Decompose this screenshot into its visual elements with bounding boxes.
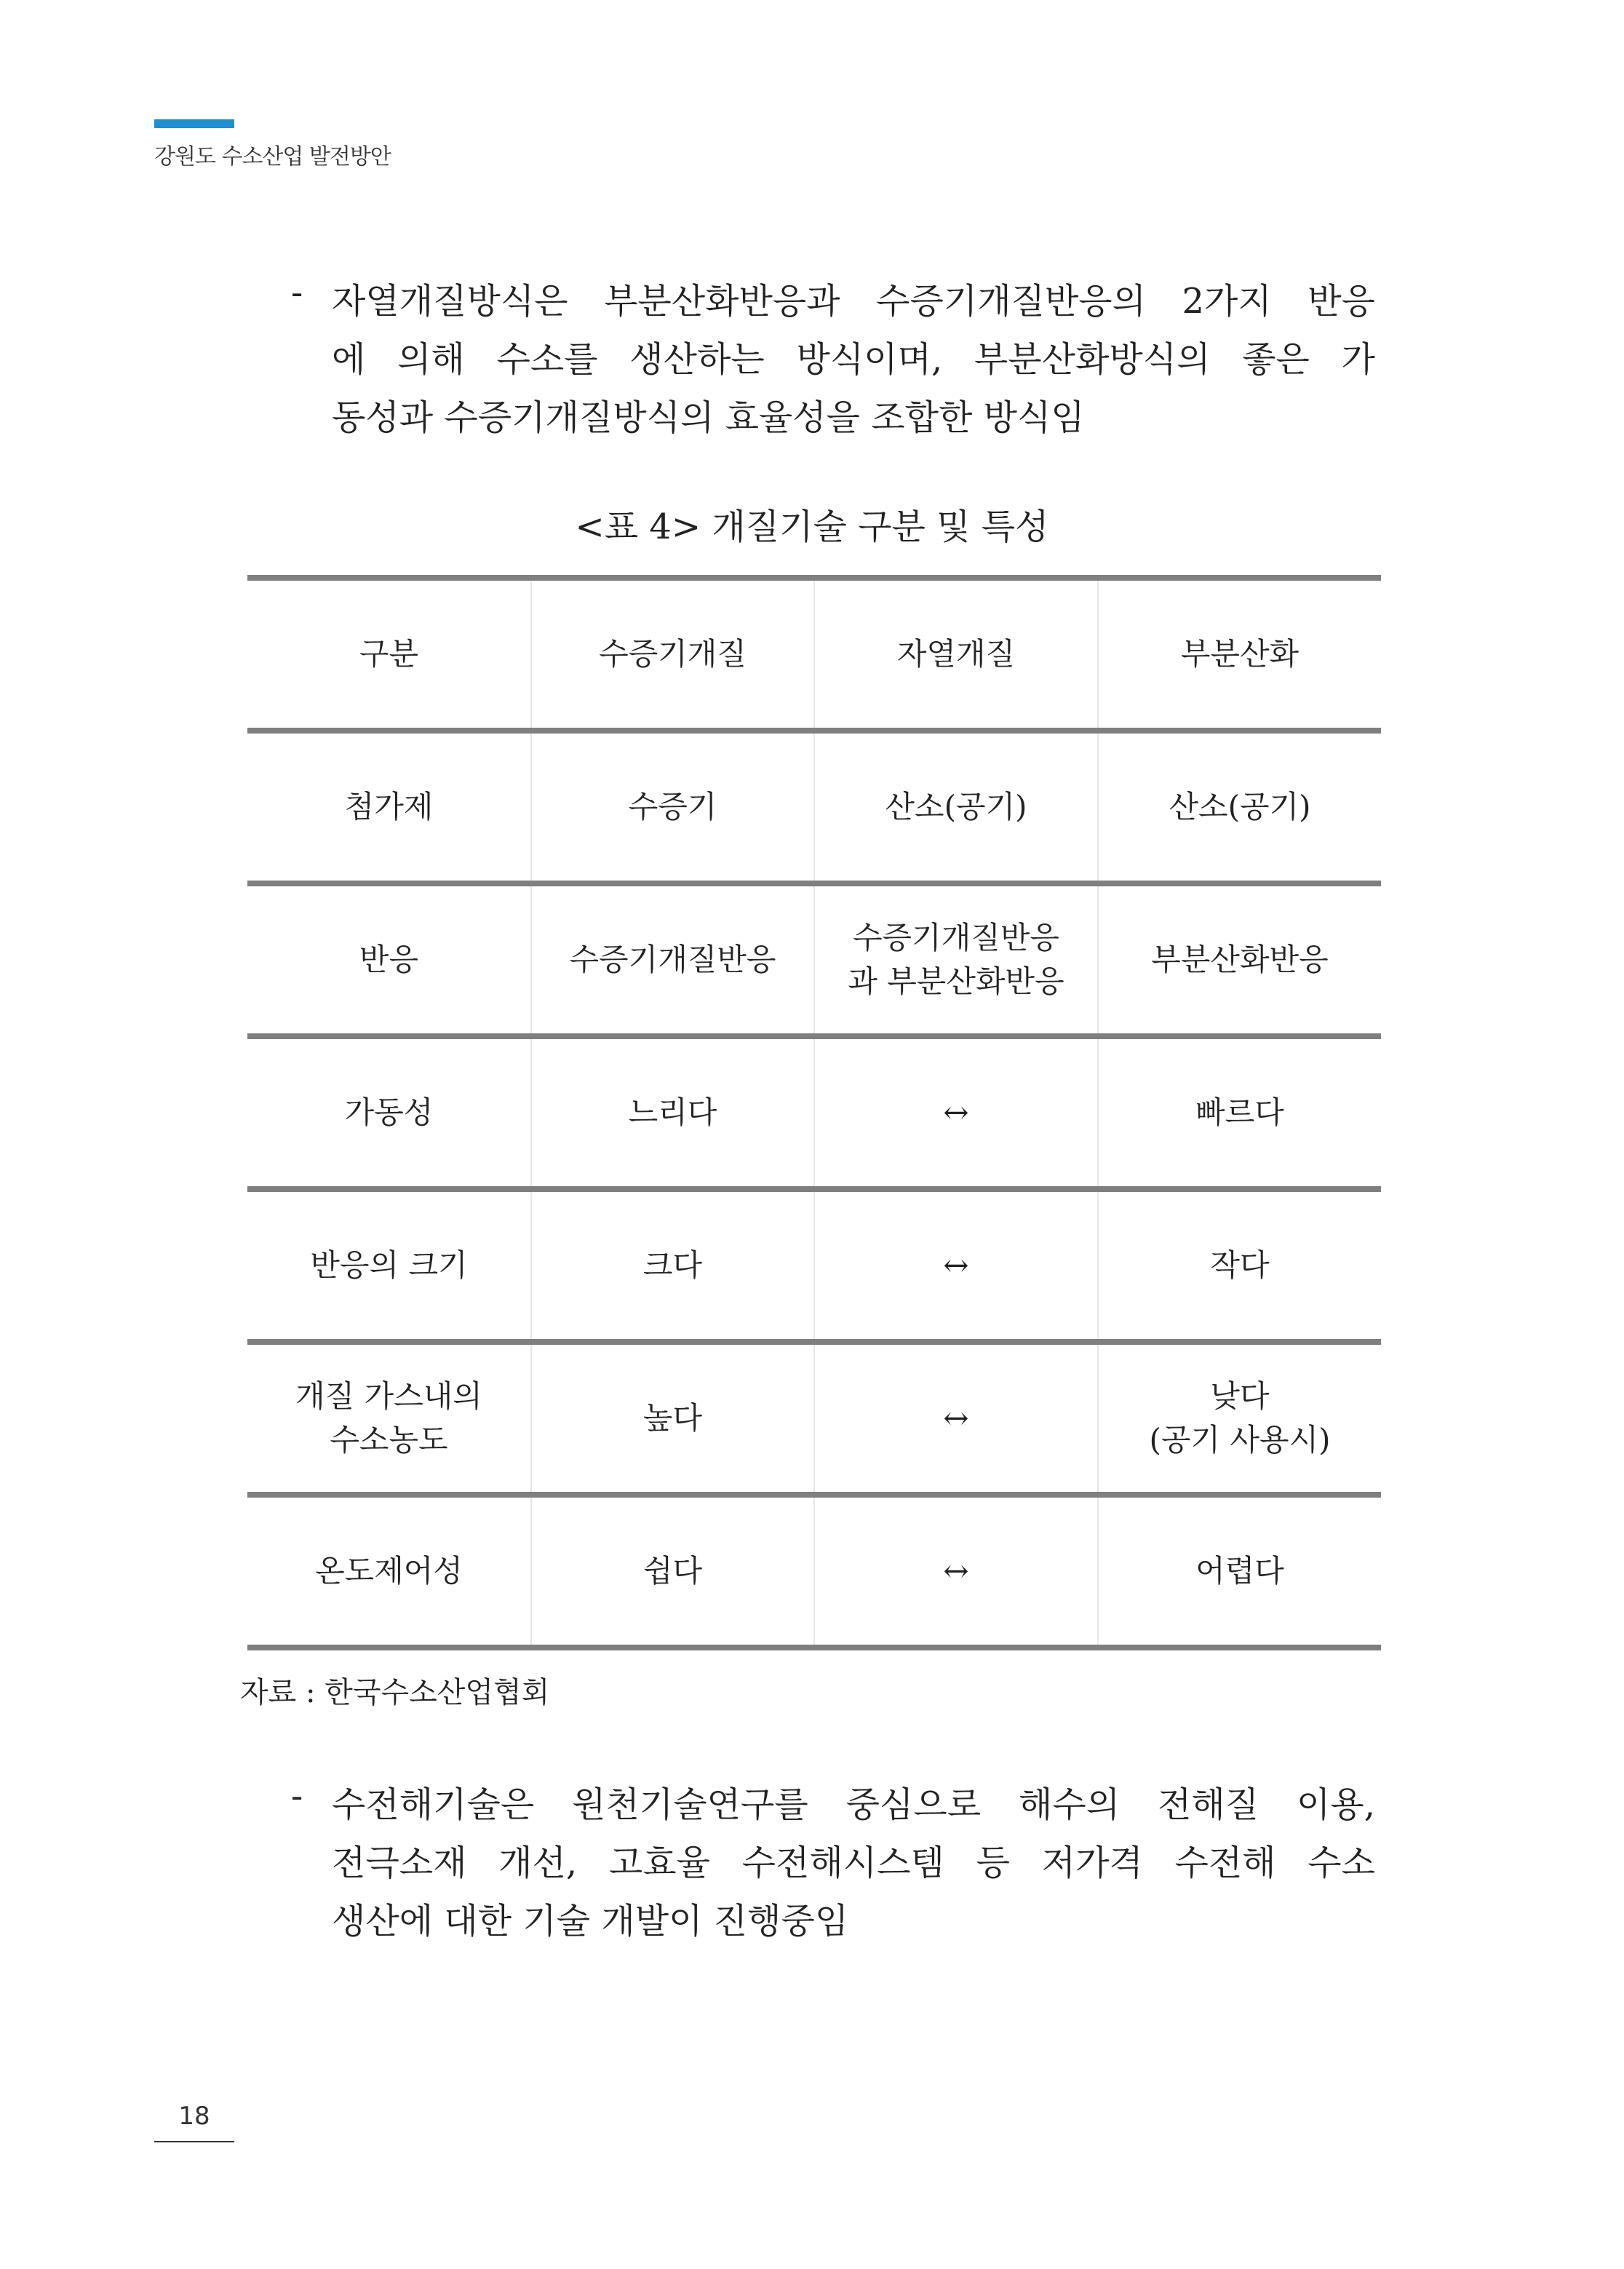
table-row <box>247 881 1381 1033</box>
table-row <box>247 1339 1381 1492</box>
footer-rule <box>154 2141 234 2142</box>
paragraph-line: 자열개질방식은 부분산화반응과 수증기개질반응의 2가지 반응 <box>332 281 1375 322</box>
table-cell: 산소(공기) <box>1097 734 1381 881</box>
table-header-row <box>247 575 1381 728</box>
left-right-arrow-icon: ↔ <box>813 1498 1097 1645</box>
header-cell: 구분 <box>359 636 419 672</box>
table-cell: 느리다 <box>530 1039 813 1186</box>
table-cell: 부분산화반응 <box>1097 886 1381 1033</box>
table-cell: 개질 가스내의 수소농도 <box>295 1378 482 1458</box>
table-rule <box>247 1339 1381 1345</box>
table-cell: 반응 <box>359 942 419 977</box>
header-accent-bar <box>154 119 234 128</box>
table-rule <box>247 881 1381 886</box>
table-rule <box>247 728 1381 734</box>
paragraph-line: 에 의해 수소를 생산하는 방식이며, 부분산화방식의 좋은 가 <box>332 339 1375 380</box>
table-rule <box>247 1645 1381 1650</box>
page-number: 18 <box>178 2102 210 2131</box>
paragraph-line: 동성과 수증기개질방식의 효율성을 조합한 방식임 <box>332 397 1085 438</box>
table-cell: 작다 <box>1097 1192 1381 1339</box>
bullet-dash: - <box>291 272 303 313</box>
table-cell: 낮다 (공기 사용시) <box>1097 1345 1381 1492</box>
bullet-dash: - <box>291 1776 303 1816</box>
table-rule <box>247 1492 1381 1498</box>
table-rule <box>247 1186 1381 1192</box>
table-cell: 크다 <box>530 1192 813 1339</box>
table-row <box>247 1033 1381 1186</box>
table-cell: 높다 <box>530 1345 813 1492</box>
table-cell: 산소(공기) <box>813 734 1097 881</box>
reforming-technology-table <box>247 575 1381 1645</box>
table-caption: <표 4> 개질기술 구분 및 특성 <box>575 506 1049 547</box>
left-right-arrow-icon: ↔ <box>813 1192 1097 1339</box>
table-row <box>247 1492 1381 1645</box>
table-row <box>247 728 1381 881</box>
header-cell: 수증기개질 <box>530 581 813 728</box>
left-right-arrow-icon: ↔ <box>813 1039 1097 1186</box>
header-cell: 부분산화 <box>1097 581 1381 728</box>
table-rule <box>247 1033 1381 1039</box>
table-cell: 가동성 <box>344 1094 434 1130</box>
header-cell: 자열개질 <box>813 581 1097 728</box>
table-source: 자료 : 한국수소산업협회 <box>240 1676 550 1709</box>
table-cell: 어렵다 <box>1097 1498 1381 1645</box>
table-cell: 온도제어성 <box>315 1553 463 1589</box>
table-cell: 빠르다 <box>1097 1039 1381 1186</box>
paragraph-line: 전극소재 개선, 고효율 수전해시스템 등 저가격 수전해 수소 <box>332 1843 1375 1883</box>
running-title: 강원도 수소산업 발전방안 <box>154 144 391 170</box>
table-cell: 쉽다 <box>530 1498 813 1645</box>
table-cell: 첨가제 <box>344 789 434 824</box>
table-rule <box>247 575 1381 581</box>
table-cell: 수증기개질반응 과 부분산화반응 <box>813 886 1097 1033</box>
table-cell: 반응의 크기 <box>310 1247 468 1283</box>
paragraph-line: 생산에 대한 기술 개발이 진행중임 <box>332 1901 849 1942</box>
paragraph-line: 수전해기술은 원천기술연구를 중심으로 해수의 전해질 이용, <box>332 1784 1375 1825</box>
table-row <box>247 1186 1381 1339</box>
left-right-arrow-icon: ↔ <box>813 1345 1097 1492</box>
table-cell: 수증기개질반응 <box>530 886 813 1033</box>
table-cell: 수증기 <box>530 734 813 881</box>
